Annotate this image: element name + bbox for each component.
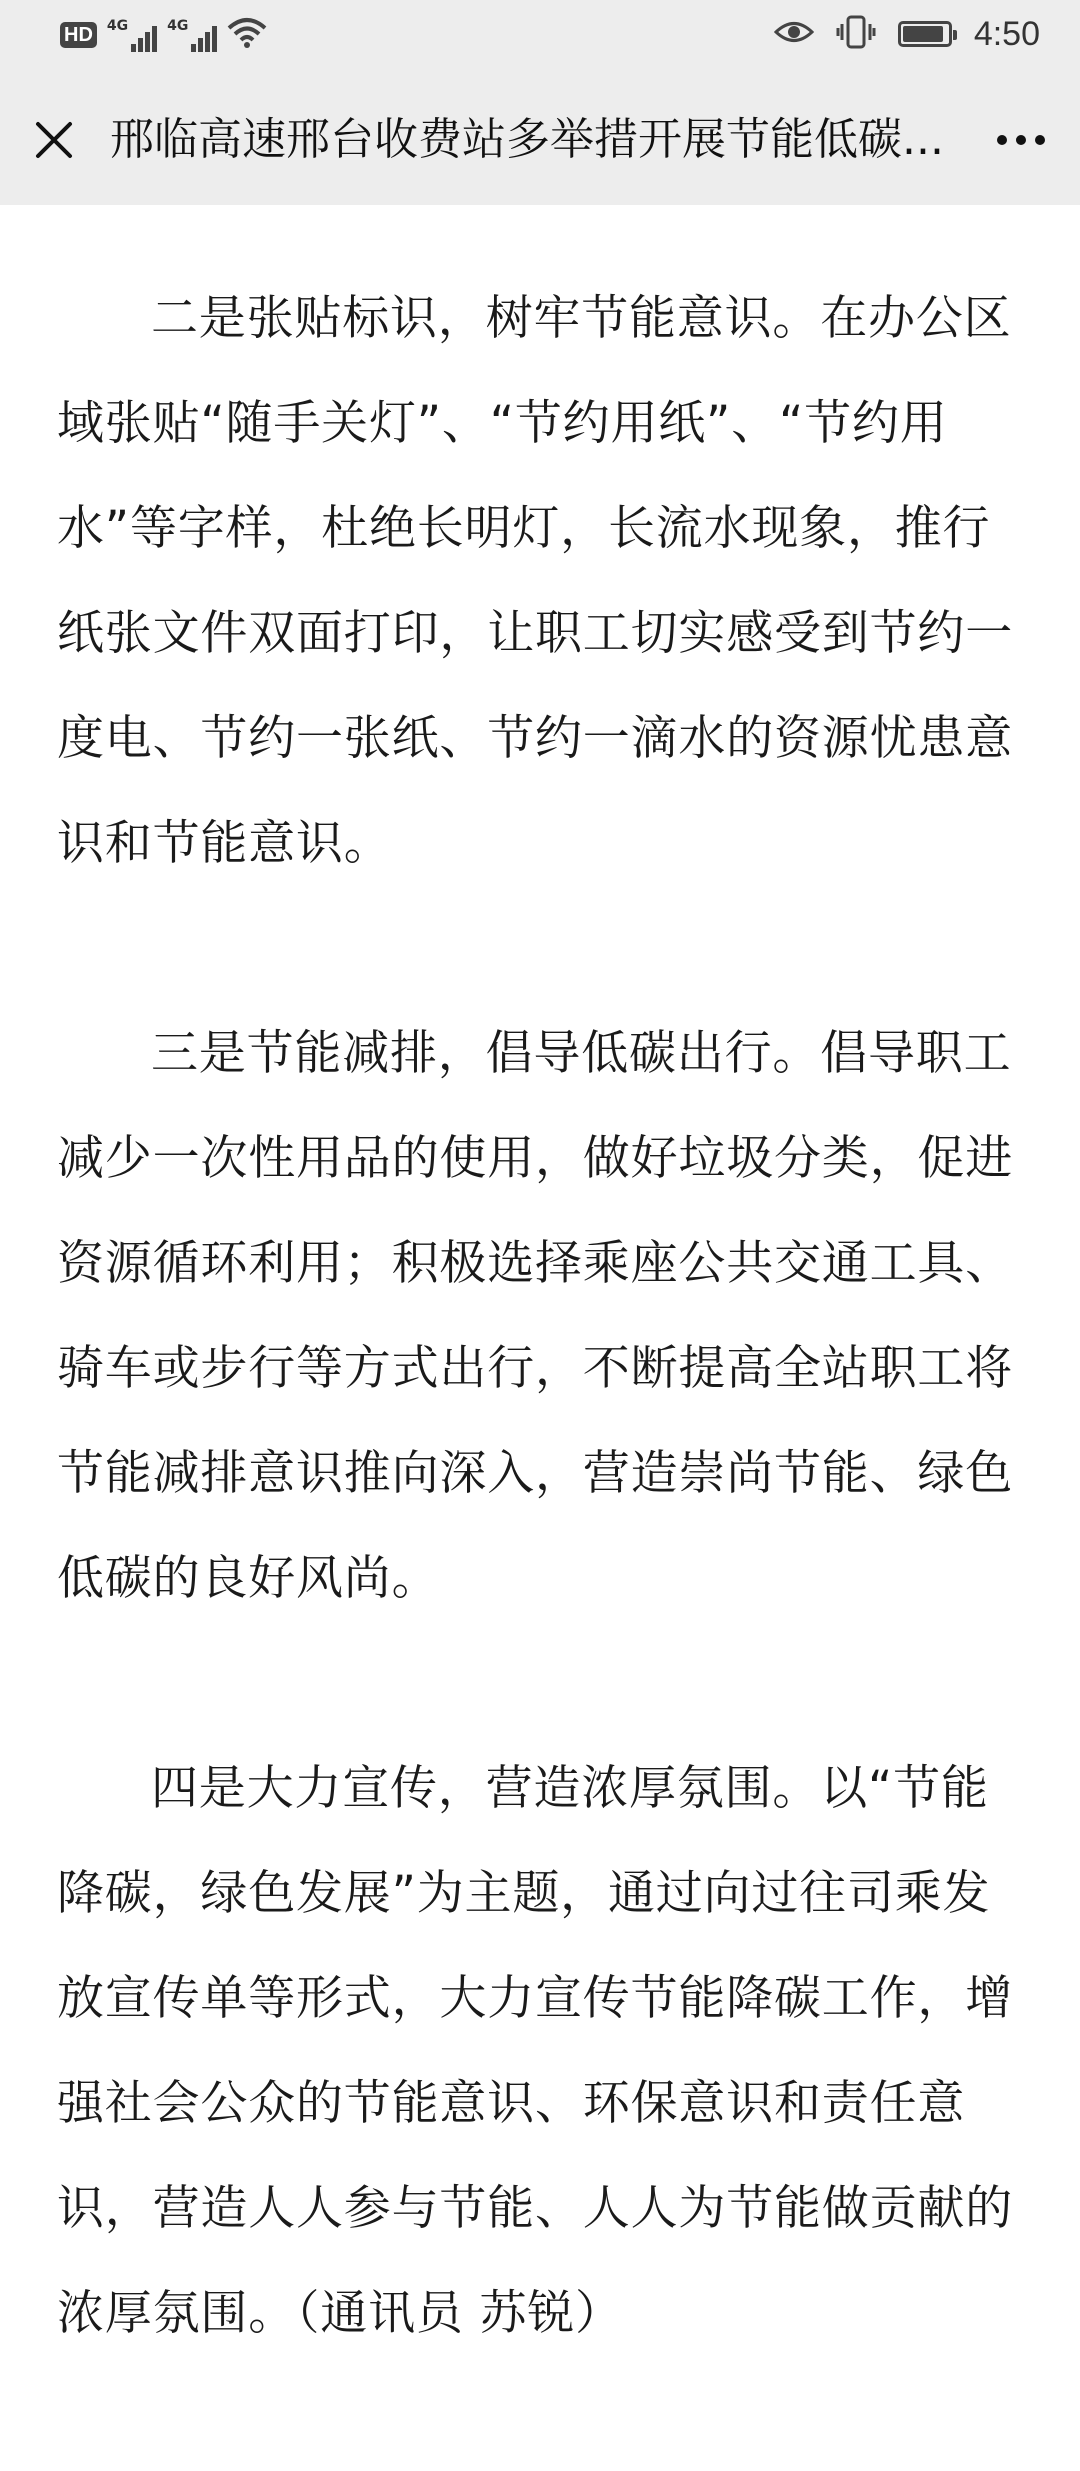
status-left xyxy=(60,16,267,54)
status-right xyxy=(774,14,1040,54)
article-paragraph: 二是张贴标识，树牢节能意识。在办公区域张贴“随手关灯”、“节约用纸”、“节约用水”等字样，杜绝长明灯，长流水现象，推行纸张文件双面打印，让职工切实感受到节约一度电、节约一张纸、节约一滴水的资源忧患意识和节能意识。 xyxy=(57,291,1013,871)
battery-level xyxy=(903,26,943,42)
wifi-icon xyxy=(227,16,267,54)
title-bar xyxy=(0,72,1080,205)
eye-icon xyxy=(774,17,814,51)
page-title: 邢临高速邢台收费站多举措开展节能低碳... xyxy=(110,114,944,165)
signal-icon xyxy=(107,18,157,52)
more-icon xyxy=(997,135,1007,145)
status-bar xyxy=(0,0,1080,72)
article-paragraph: 三是节能减排，倡导低碳出行。倡导职工减少一次性用品的使用，做好垃圾分类，促进资源循环利用；积极选择乘座公共交通工具、骑车或步行等方式出行，不断提高全站职工将节能减排意识推向深入，营造崇尚节能、绿色低碳的良好风尚。 xyxy=(57,1026,1013,1606)
article-body xyxy=(57,266,1023,2471)
more-button[interactable] xyxy=(986,108,1056,172)
signal-icon xyxy=(167,18,217,52)
hd-icon: HD xyxy=(60,22,97,48)
network-type-label: 4G xyxy=(167,18,189,34)
clock-time: 4:50 xyxy=(973,14,1040,53)
battery-icon xyxy=(898,21,952,47)
close-button[interactable] xyxy=(22,108,86,172)
article-paragraph: 四是大力宣传，营造浓厚氛围。以“节能降碳，绿色发展”为主题，通过向过往司乘发放宣传单等形式，大力宣传节能降碳工作，增强社会公众的节能意识、环保意识和责任意识，营造人人参与节能、人人为节能做贡献的浓厚氛围。（通讯员 苏锐） xyxy=(57,1761,1013,2341)
close-icon xyxy=(34,120,74,160)
vibrate-icon xyxy=(836,14,876,54)
network-type-label: 4G xyxy=(106,18,129,34)
